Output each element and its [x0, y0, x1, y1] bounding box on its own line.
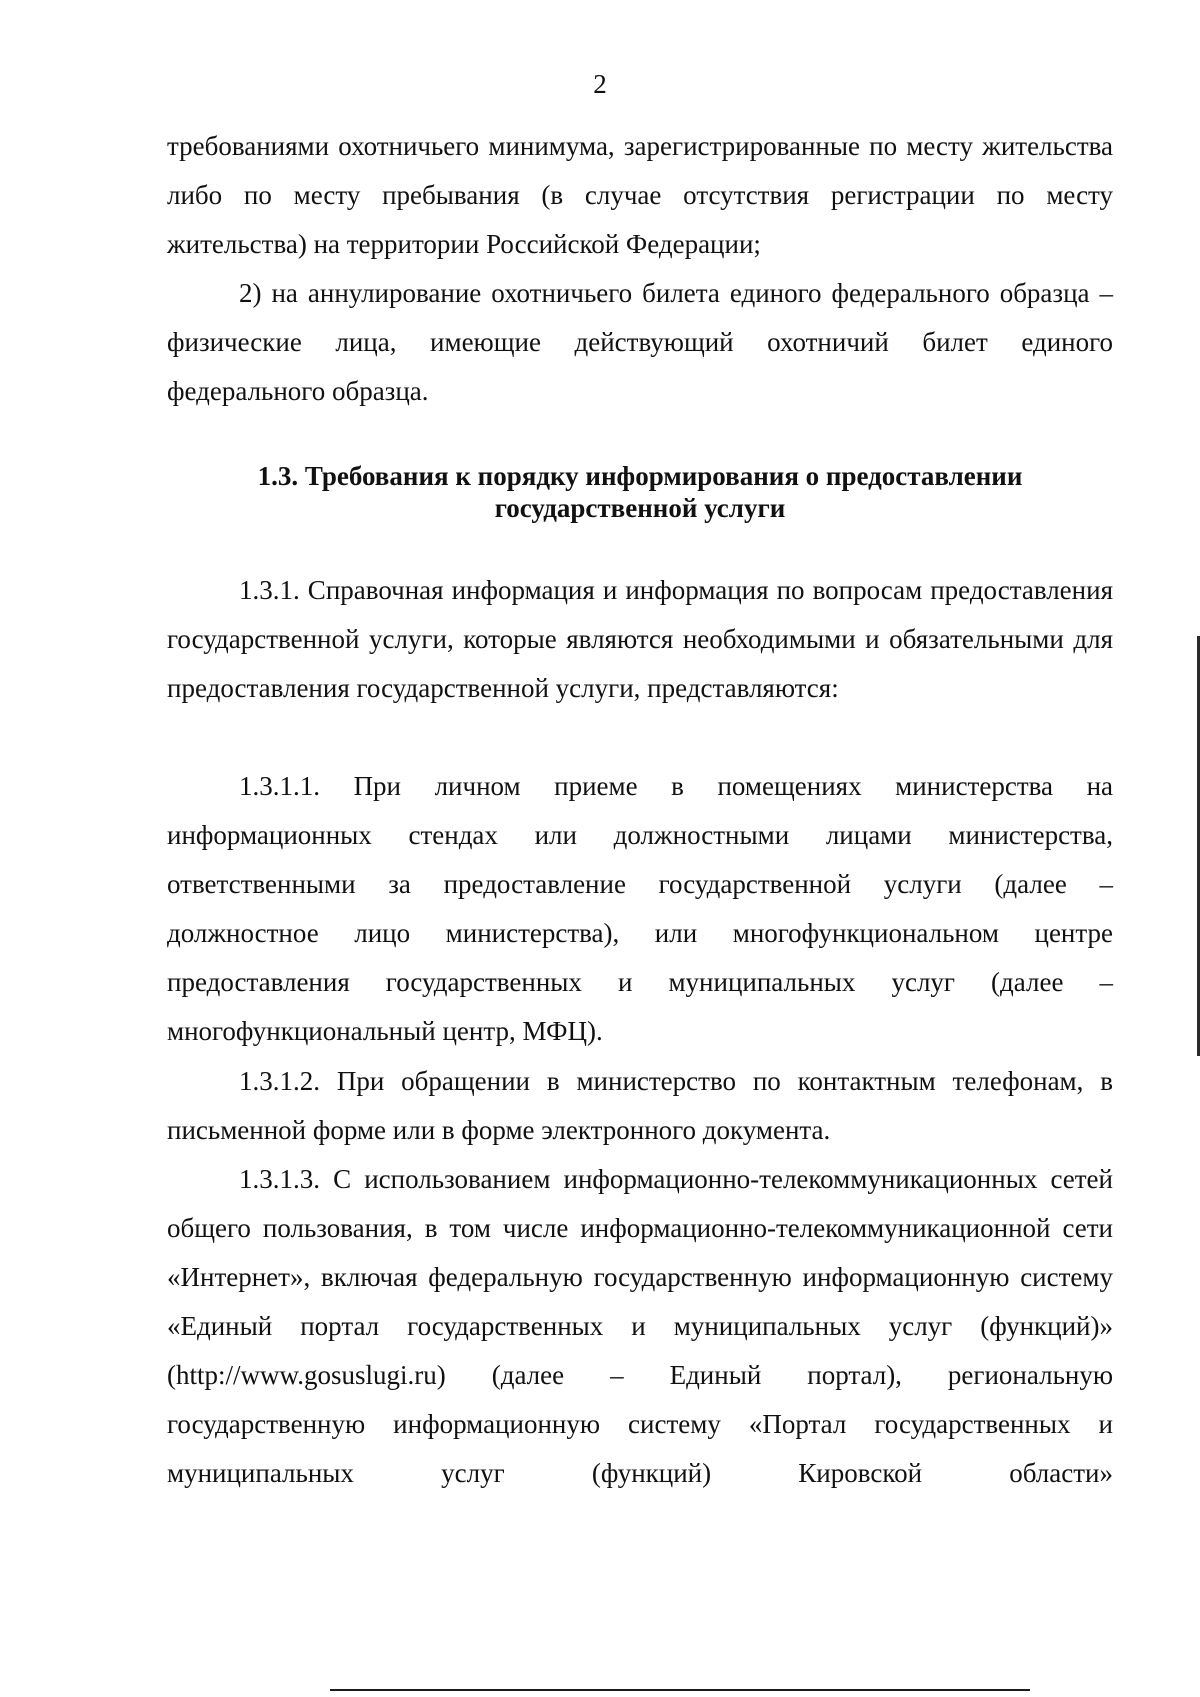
paragraph-1-3-1-3: [167, 1155, 1113, 1498]
bottom-rule-line: [330, 1689, 1030, 1691]
page-number: 2: [593, 69, 607, 99]
section-heading: [167, 460, 1113, 524]
section-heading-line-2: государственной услуги: [494, 493, 786, 523]
paragraph-1-3-1-text: 1.3.1. Справочная информация и информация по вопросам предоставления государственной услуги, которые являются необходимыми и обязательными для предоставления государственной услуги, представляются:: [167, 575, 1113, 703]
paragraph-1-3-1-1: [167, 762, 1113, 1056]
intro-item-2-text: 2) на аннулирование охотничьего билета единого федерального образца – физические лица, имеющие действующий охотничий билет единого федерального образца.: [167, 278, 1113, 406]
section-heading-line-1: 1.3. Требования к порядку информирования о предоставлении: [257, 461, 1023, 491]
paragraph-1-3-1-2-text: 1.3.1.2. При обращении в министерство по контактным телефонам, в письменной форме или в форме электронного документа.: [167, 1066, 1113, 1145]
intro-item-2: [167, 269, 1113, 416]
paragraph-1-3-1: [167, 566, 1113, 713]
intro-continuation: [167, 122, 1113, 269]
paragraph-1-3-1-2: [167, 1057, 1113, 1155]
paragraph-1-3-1-3-text: 1.3.1.3. С использованием информационно-телекоммуникационных сетей общего пользования, в том числе информационно-телекоммуникационной сети «Интернет», включая федеральную государственную информационную систему «Единый портал государственных и муниципальных услуг (функций)» (http://www.gosuslugi.ru) (далее – Единый портал), региональную государственную информационную систему «Портал государственных и муниципальных услуг (функций) Кировской области»: [167, 1164, 1113, 1488]
intro-continuation-text: требованиями охотничьего минимума, зарегистрированные по месту жительства либо по месту пребывания (в случае отсутствия регистрации по месту жительства) на территории Российской Федерации;: [167, 131, 1113, 259]
paragraph-1-3-1-1-text: 1.3.1.1. При личном приеме в помещениях министерства на информационных стендах или должностными лицами министерства, ответственными за предоставление государственной услуги (далее – должностное лицо министерства), или многофункциональном центре предоставления государственных и муниципальных услуг (далее – многофункциональный центр, МФЦ).: [167, 771, 1113, 1046]
